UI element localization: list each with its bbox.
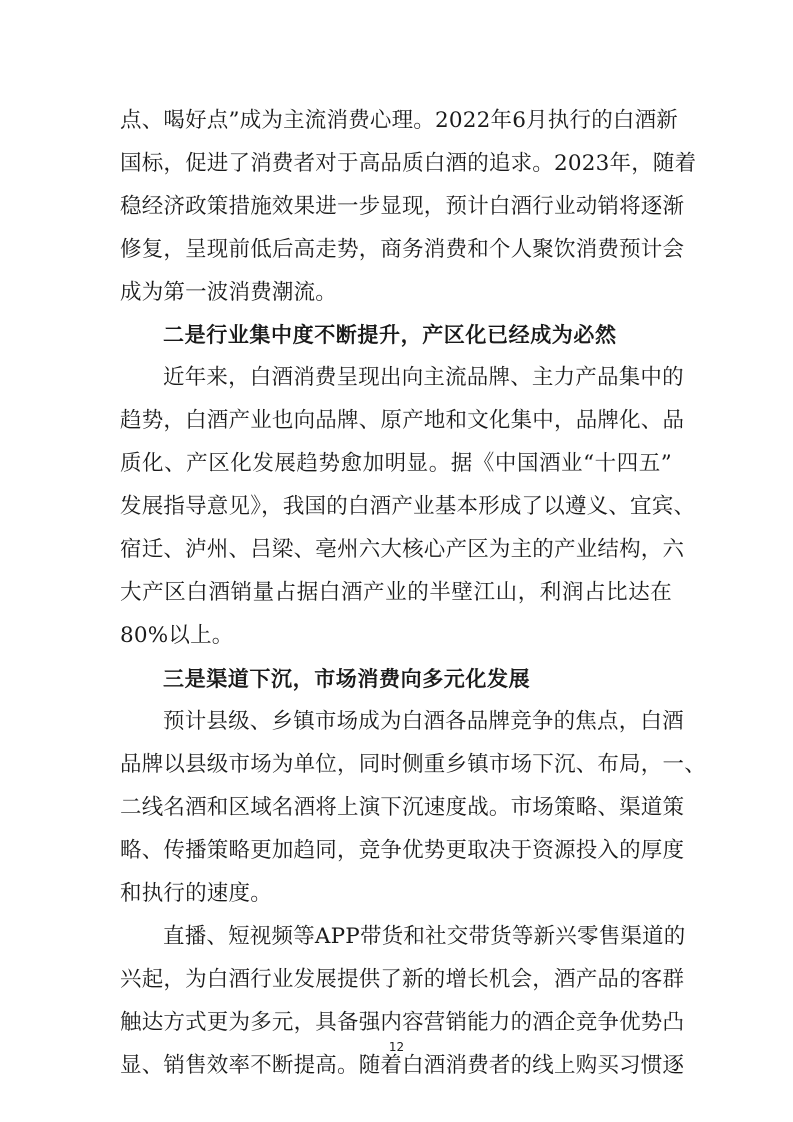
- paragraph-line: 触达方式更为多元，具备强内容营销能力的酒企竞争优势凸: [120, 1010, 685, 1035]
- paragraph-line: 趋势，白酒产业也向品牌、原产地和文化集中，品牌化、品: [120, 408, 685, 433]
- paragraph-line: 宿迁、泸州、吕梁、亳州六大核心产区为主的产业结构，六: [120, 537, 685, 562]
- paragraph-line: 80%以上。: [120, 623, 234, 648]
- paragraph-line: 和执行的速度。: [120, 881, 272, 906]
- paragraph-line: 国标，促进了消费者对于高品质白酒的追求。2023年，随着: [120, 151, 697, 176]
- page-number: 12: [388, 1040, 405, 1054]
- section-heading: 二是行业集中度不断提升，产区化已经成为必然: [163, 323, 617, 347]
- paragraph-line: 大产区白酒销量占据白酒产业的半壁江山，利润占比达在: [120, 580, 672, 605]
- paragraph-line: 质化、产区化发展趋势愈加明显。据《中国酒业“十四五”: [120, 451, 672, 476]
- paragraph-line: 点、喝好点”成为主流消费心理。2022年6月执行的白酒新: [120, 108, 678, 133]
- paragraph-line: 近年来，白酒消费呈现出向主流品牌、主力产品集中的: [163, 365, 684, 390]
- paragraph-line: 兴起，为白酒行业发展提供了新的增长机会，酒产品的客群: [120, 967, 685, 992]
- paragraph-line: 成为第一波消费潮流。: [120, 280, 338, 305]
- paragraph-line: 品牌以县级市场为单位，同时侧重乡镇市场下沉、布局，一、: [120, 752, 706, 777]
- paragraph-line: 略、传播策略更加趋同，竞争优势更取决于资源投入的厚度: [120, 838, 685, 863]
- paragraph-line: 修复，呈现前低后高走势，商务消费和个人聚饮消费预计会: [120, 237, 685, 262]
- section-heading: 三是渠道下沉，市场消费向多元化发展: [163, 667, 531, 691]
- paragraph-line: 直播、短视频等APP带货和社交带货等新兴零售渠道的: [163, 924, 686, 949]
- paragraph-line: 预计县级、乡镇市场成为白酒各品牌竞争的焦点，白酒: [163, 709, 684, 734]
- paragraph-line: 稳经济政策措施效果进一步显现，预计白酒行业动销将逐渐: [120, 194, 685, 219]
- paragraph-line: 显、销售效率不断提高。随着白酒消费者的线上购买习惯逐: [120, 1053, 685, 1078]
- paragraph-line: 发展指导意见》，我国的白酒产业基本形成了以遵义、宜宾、: [120, 494, 696, 519]
- paragraph-line: 二线名酒和区域名酒将上演下沉速度战。市场策略、渠道策: [120, 795, 685, 820]
